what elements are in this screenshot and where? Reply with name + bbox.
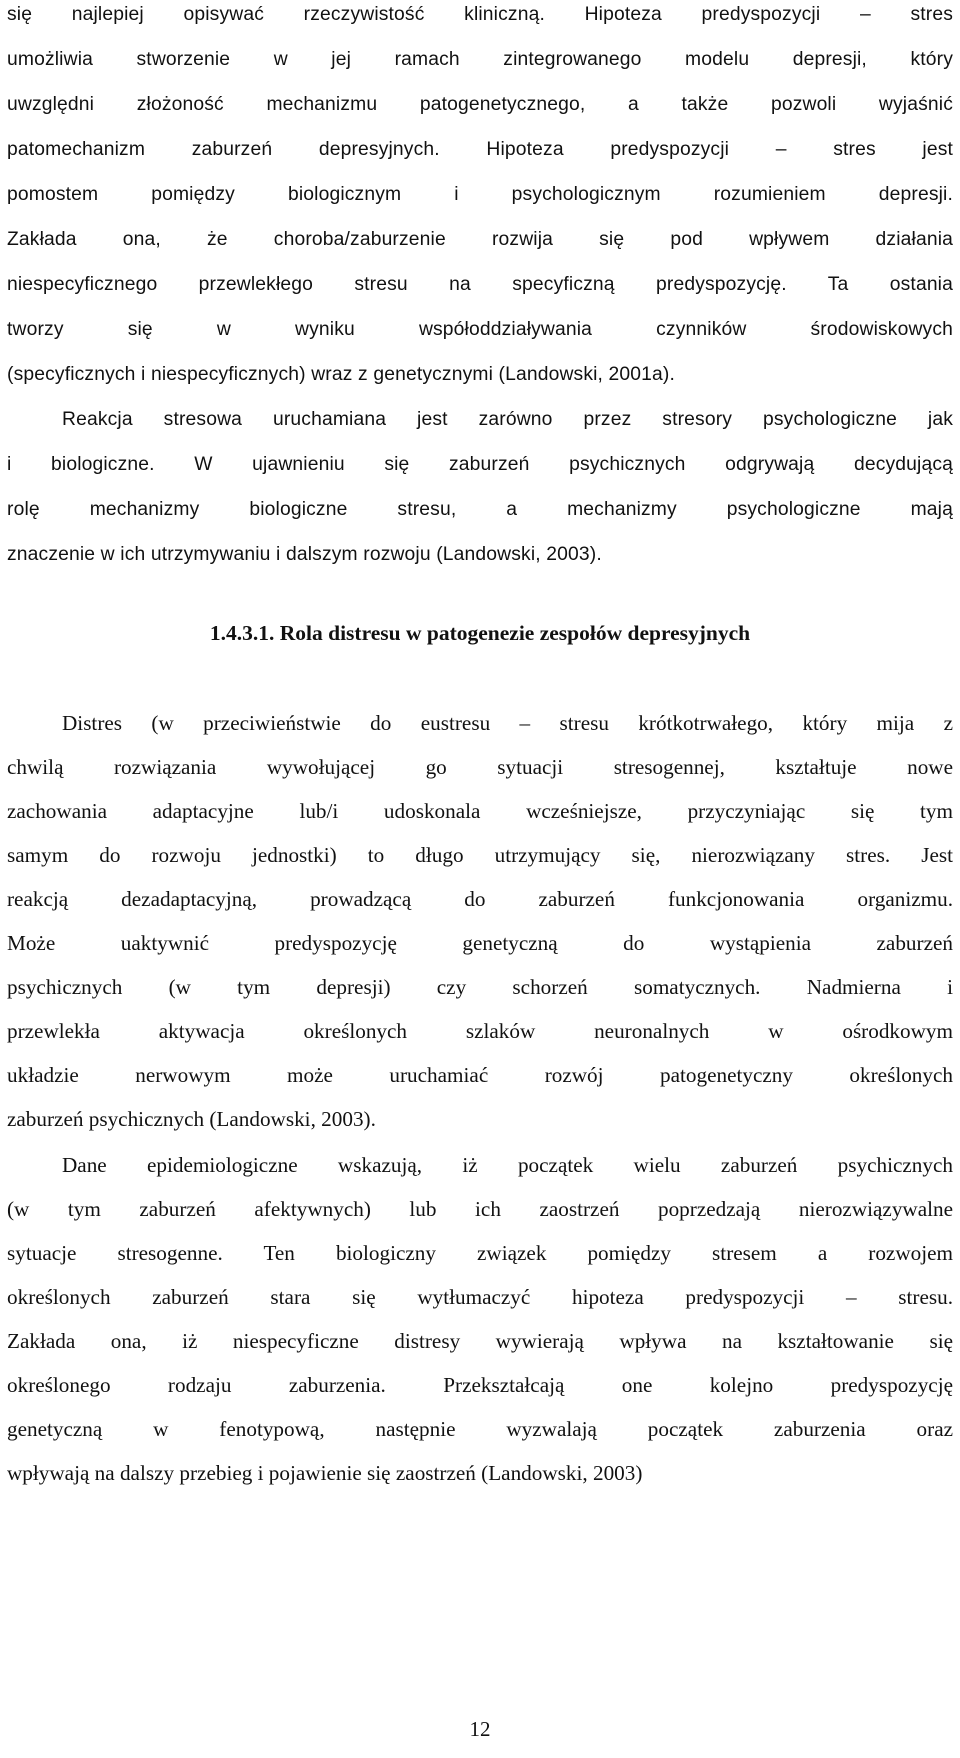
- text-line: przewlekła aktywacja określonych szlaków neuronalnych w ośrodkowym: [7, 1019, 953, 1043]
- text-line: reakcją dezadaptacyjną, prowadzącą do zaburzeń funkcjonowania organizmu.: [7, 887, 953, 911]
- text-line: patomechanizm zaburzeń depresyjnych. Hipoteza predyspozycji – stres jest: [7, 139, 953, 160]
- text-line: wpływają na dalszy przebieg i pojawienie się zaostrzeń (Landowski, 2003): [7, 1461, 643, 1485]
- text-line: (w tym zaburzeń afektywnych) lub ich zaostrzeń poprzedzają nierozwiązywalne: [7, 1197, 953, 1221]
- text-line: tworzy się w wyniku współoddziaływania czynników środowiskowych: [7, 319, 953, 340]
- text-line: zaburzeń psychicznych (Landowski, 2003).: [7, 1107, 376, 1131]
- text-line: Może uaktywnić predyspozycję genetyczną do wystąpienia zaburzeń: [7, 931, 953, 955]
- text-line: układzie nerwowym może uruchamiać rozwój patogenetyczny określonych: [7, 1063, 953, 1087]
- text-line: Distres (w przeciwieństwie do eustresu – stresu krótkotrwałego, który mija z: [62, 711, 953, 735]
- page-number: 12: [469, 1717, 491, 1741]
- text-line: Dane epidemiologiczne wskazują, iż początek wielu zaburzeń psychicznych: [62, 1153, 953, 1177]
- text-line: Reakcja stresowa uruchamiana jest zarówno przez stresory psychologiczne jak: [62, 409, 953, 430]
- text-line: rolę mechanizmy biologiczne stresu, a mechanizmy psychologiczne mają: [7, 499, 953, 520]
- text-line: Zakłada ona, iż niespecyficzne distresy wywierają wpływa na kształtowanie się: [7, 1329, 953, 1353]
- section-heading: 1.4.3.1. Rola distresu w patogenezie zespołów depresyjnych: [209, 621, 751, 645]
- text-line: znaczenie w ich utrzymywaniu i dalszym rozwoju (Landowski, 2003).: [7, 544, 602, 565]
- text-line: genetyczną w fenotypową, następnie wyzwalają początek zaburzenia oraz: [7, 1417, 953, 1441]
- text-line: i biologiczne. W ujawnieniu się zaburzeń psychicznych odgrywają decydującą: [7, 454, 953, 475]
- text-line: pomostem pomiędzy biologicznym i psychologicznym rozumieniem depresji.: [7, 184, 953, 205]
- text-line: psychicznych (w tym depresji) czy schorzeń somatycznych. Nadmierna i: [7, 975, 953, 999]
- text-line: niespecyficznego przewlekłego stresu na specyficzną predyspozycję. Ta ostania: [7, 274, 953, 295]
- text-line: Zakłada ona, że choroba/zaburzenie rozwija się pod wpływem działania: [7, 229, 953, 250]
- text-line: się najlepiej opisywać rzeczywistość kliniczną. Hipoteza predyspozycji – stres: [7, 4, 953, 25]
- text-line: uwzględni złożoność mechanizmu patogenetycznego, a także pozwoli wyjaśnić: [7, 94, 953, 115]
- text-line: (specyficznych i niespecyficznych) wraz z genetycznymi (Landowski, 2001a).: [7, 364, 675, 385]
- text-line: sytuacje stresogenne. Ten biologiczny związek pomiędzy stresem a rozwojem: [7, 1241, 953, 1265]
- text-line: umożliwia stworzenie w jej ramach zintegrowanego modelu depresji, który: [7, 49, 953, 70]
- text-line: samym do rozwoju jednostki) to długo utrzymujący się, nierozwiązany stres. Jest: [7, 843, 953, 867]
- text-line: określonych zaburzeń stara się wytłumaczyć hipoteza predyspozycji – stresu.: [7, 1285, 953, 1309]
- text-line: chwilą rozwiązania wywołującej go sytuacji stresogennej, kształtuje nowe: [7, 755, 953, 779]
- text-line: zachowania adaptacyjne lub/i udoskonala wcześniejsze, przyczyniając się tym: [7, 799, 953, 823]
- text-line: określonego rodzaju zaburzenia. Przekształcają one kolejno predyspozycję: [7, 1373, 953, 1397]
